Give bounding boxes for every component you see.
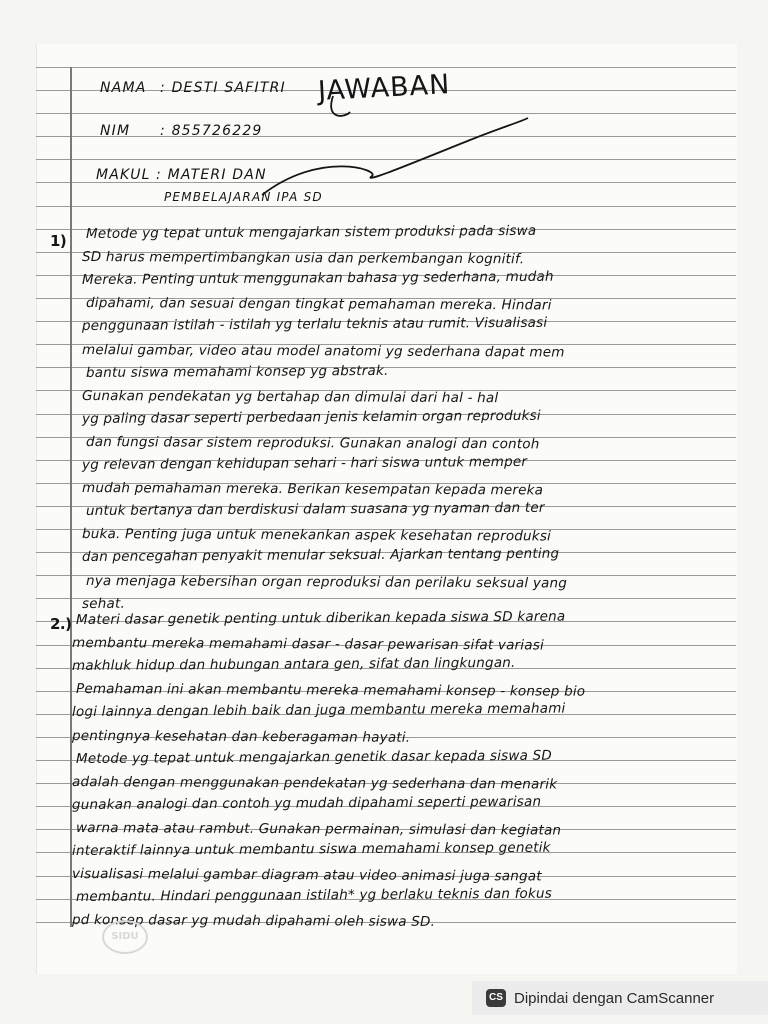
answer-2-line: membantu. Hindari penggunaan istilah* yg berlaku teknis dan fokus [75, 885, 553, 905]
answer-1-line: Mereka. Penting untuk menggunakan bahasa yg sederhana, mudah [81, 268, 554, 288]
answer-2-line: makhluk hidup dan hubungan antara gen, sifat dan lingkungan. [71, 654, 516, 674]
answer-2-line: logi lainnya dengan lebih baik dan juga membantu mereka memahami [71, 700, 566, 720]
makul-label: MAKUL [96, 167, 151, 183]
answer-2-line: warna mata atau rambut. Gunakan permainan, simulasi dan kegiatan [75, 820, 562, 839]
answer-1-line: yg relevan dengan kehidupan sehari - hari siswa untuk memper [81, 453, 528, 473]
camscanner-icon: CS [486, 989, 506, 1007]
answer-2-line: membantu mereka memahami dasar - dasar pewarisan sifat variasi [71, 635, 544, 654]
answer-2-number: 2.) [50, 615, 72, 633]
name-label: NAMA [100, 80, 147, 96]
scanner-badge [472, 981, 768, 1015]
makul-value-line2: PEMBELAJARAN IPA SD [164, 190, 323, 204]
answer-2-line: gunakan analogi dan contoh yg mudah dipahami seperti pewarisan [71, 793, 542, 813]
answer-1-line: dipahami, dan sesuai dengan tingkat pemahaman mereka. Hindari [85, 295, 552, 314]
answer-1-line: melalui gambar, video atau model anatomi yg sederhana dapat mem [81, 342, 565, 361]
rule-line [36, 113, 736, 114]
answer-2-line: pd konsep dasar yg mudah dipahami oleh siswa SD. [71, 912, 436, 930]
answer-1-line: Gunakan pendekatan yg bertahap dan dimulai dari hal - hal [81, 388, 499, 407]
rule-line [36, 67, 736, 68]
scanner-label: Dipindai dengan CamScanner [514, 989, 715, 1007]
answer-1-line: SD harus mempertimbangkan usia dan perkembangan kognitif. [81, 249, 525, 268]
rule-line [36, 159, 736, 160]
answer-1-line: dan pencegahan penyakit menular seksual. Ajarkan tentang penting [81, 545, 560, 565]
answer-1-line: buka. Penting juga untuk menekankan aspek kesehatan reproduksi [81, 526, 552, 545]
answer-2-line: pentingnya kesehatan dan keberagaman hayati. [71, 728, 411, 746]
answer-2-line: Metode yg tepat untuk mengajarkan genetik dasar kepada siswa SD [75, 747, 552, 767]
nim-value: : 855726229 [160, 123, 263, 139]
answer-1-number: 1) [50, 232, 67, 250]
answer-1-line: dan fungsi dasar sistem reproduksi. Gunakan analogi dan contoh [85, 434, 540, 453]
answer-2-line: Materi dasar genetik penting untuk diberikan kepada siswa SD karena [75, 608, 566, 628]
answer-1-line: yg paling dasar seperti perbedaan jenis kelamin organ reproduksi [81, 407, 541, 427]
rule-line [36, 136, 736, 137]
answer-1-line: sehat. [81, 595, 126, 612]
answer-1-line: Metode yg tepat untuk mengajarkan sistem produksi pada siswa [85, 222, 537, 242]
answer-1-line: bantu siswa memahami konsep yg abstrak. [85, 362, 389, 381]
answer-1-line: penggunaan istilah - istilah yg terlalu teknis atau rumit. Visualisasi [81, 314, 548, 334]
answer-2-line: Pemahaman ini akan membantu mereka memahami konsep - konsep bio [75, 681, 586, 700]
makul-value: : MATERI DAN [156, 167, 267, 183]
answer-2-line: interaktif lainnya untuk membantu siswa memahami konsep genetik [71, 839, 551, 859]
answer-2-line: visualisasi melalui gambar diagram atau video animasi juga sangat [71, 866, 542, 885]
nim-label: NIM [100, 123, 131, 139]
answer-1-line: untuk bertanya dan berdiskusi dalam suasana yg nyaman dan ter [85, 499, 545, 519]
answer-1-line: nya menjaga kebersihan organ reproduksi dan perilaku seksual yang [85, 573, 568, 592]
answer-2-line: adalah dengan menggunakan pendekatan yg sederhana dan menarik [71, 774, 558, 793]
watermark-stamp: SIDU [102, 920, 148, 954]
rule-line [36, 206, 736, 207]
rule-line [36, 598, 736, 599]
name-value: : DESTI SAFITRI [160, 80, 286, 96]
page-title: JAWABAN [317, 69, 452, 107]
answer-1-line: mudah pemahaman mereka. Berikan kesempatan kepada mereka [81, 480, 544, 499]
